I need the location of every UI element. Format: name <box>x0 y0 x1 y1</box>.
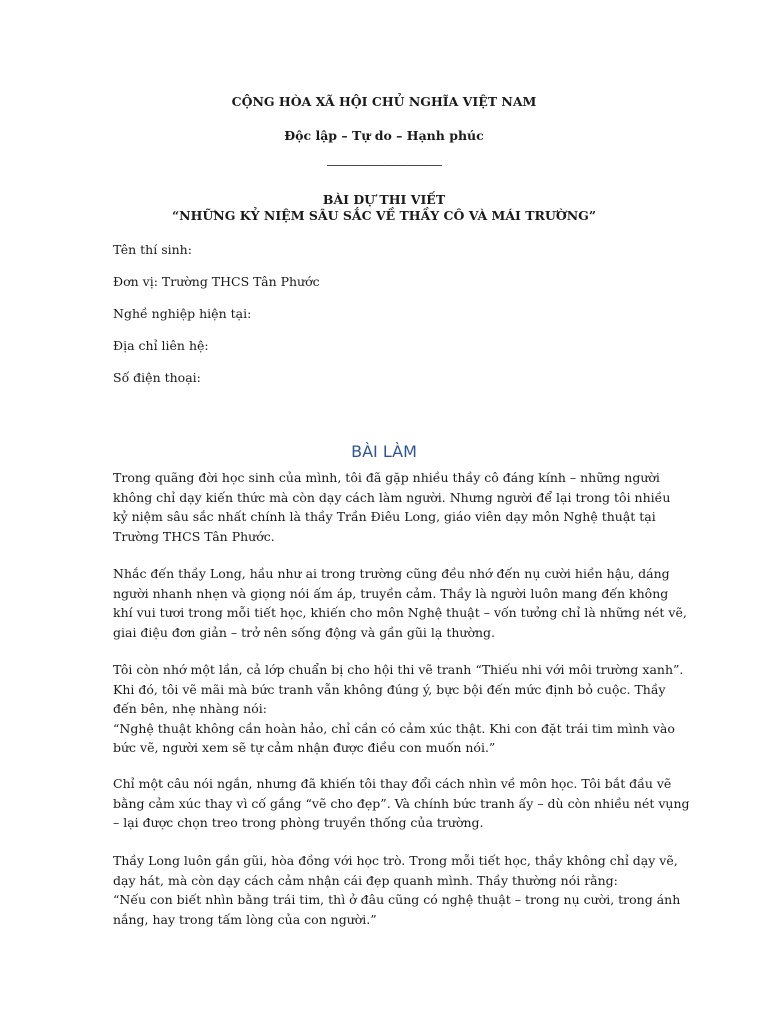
field-phone: Số điện thoại: <box>113 370 201 385</box>
paragraph-line: giai điệu đơn giản – trở nên sống động và gần gũi lạ thường. <box>113 624 496 640</box>
national-title: CỘNG HÒA XÃ HỘI CHỦ NGHĨA VIỆT NAM <box>231 94 537 109</box>
paragraph-line: Thầy Long luôn gần gũi, hòa đồng với học trò. Trong mỗi tiết học, thầy không chỉ dạy vẽ, <box>113 853 678 868</box>
field-occupation: Nghề nghiệp hiện tại: <box>113 306 252 321</box>
essay-paragraph-1 <box>113 468 673 546</box>
essay-paragraph-5 <box>113 851 681 929</box>
paragraph-line: dạy hát, mà còn dạy cách cảm nhận cái đẹp quanh mình. Thầy thường nói rằng: <box>113 872 618 888</box>
paragraph-line: đến bên, nhẹ nhàng nói: <box>113 701 267 717</box>
field-address: Địa chỉ liên hệ: <box>113 338 209 353</box>
essay-paragraph-2 <box>113 564 687 642</box>
essay-paragraph-4 <box>113 774 690 833</box>
paragraph-line: Trường THCS Tân Phước. <box>113 528 275 544</box>
paragraph-line: bằng cảm xúc thay vì cố gắng “vẽ cho đẹp”. Và chính bức tranh ấy – dù còn nhiều nét vụng <box>113 795 690 811</box>
paragraph-line: Nhắc đến thầy Long, hầu như ai trong trường cũng đều nhớ đến nụ cười hiền hậu, dáng <box>113 566 670 581</box>
field-candidate-name: Tên thí sinh: <box>113 242 192 257</box>
national-motto: Độc lập – Tự do – Hạnh phúc <box>284 128 484 143</box>
paragraph-line: “Nếu con biết nhìn bằng trái tim, thì ở đâu cũng có nghệ thuật – trong nụ cười, trong ánh <box>113 892 681 908</box>
separator-rule: —————————— <box>326 157 442 172</box>
paragraph-line: Trong quãng đời học sinh của mình, tôi đã gặp nhiều thầy cô đáng kính – những người <box>113 470 660 485</box>
paragraph-line: bức vẽ, người xem sẽ tự cảm nhận được điều con muốn nói.” <box>113 740 496 756</box>
field-school: Đơn vị: Trường THCS Tân Phước <box>113 274 320 289</box>
paragraph-line: người nhanh nhẹn và giọng nói ấm áp, truyền cảm. Thầy là người luôn mang đến không <box>113 585 669 601</box>
contest-title: “NHỮNG KỶ NIỆM SÂU SẮC VỀ THẦY CÔ VÀ MÁI TRƯỜNG” <box>171 208 597 223</box>
paragraph-line: nắng, hay trong tấm lòng của con người.” <box>113 911 377 927</box>
paragraph-line: kỷ niệm sâu sắc nhất chính là thầy Trần Điêu Long, giáo viên dạy môn Nghệ thuật tại <box>113 509 656 525</box>
paragraph-line: “Nghệ thuật không cần hoàn hảo, chỉ cần có cảm xúc thật. Khi con đặt trái tim mình vào <box>113 720 675 736</box>
paragraph-line: khí vui tươi trong mỗi tiết học, khiến cho môn Nghệ thuật – vốn tưởng chỉ là những nét vẽ, <box>113 605 687 621</box>
essay-heading: BÀI LÀM <box>351 442 417 461</box>
essay-paragraph-3 <box>113 660 684 758</box>
paragraph-line: – lại được chọn treo trong phòng truyền thống của trường. <box>113 815 484 831</box>
paragraph-line: Tôi còn nhớ một lần, cả lớp chuẩn bị cho hội thi vẽ tranh “Thiếu nhi với môi trường xanh”. <box>113 662 684 677</box>
contest-label: BÀI DỰ THI VIẾT <box>322 192 446 207</box>
paragraph-line: không chỉ dạy kiến thức mà còn dạy cách làm người. Nhưng người để lại trong tôi nhiều <box>113 489 671 505</box>
paragraph-line: Khi đó, tôi vẽ mãi mà bức tranh vẫn không đúng ý, bực bội đến mức định bỏ cuộc. Thầy <box>113 681 666 697</box>
paragraph-line: Chỉ một câu nói ngắn, nhưng đã khiến tôi thay đổi cách nhìn về môn học. Tôi bắt đầu vẽ <box>113 776 672 791</box>
